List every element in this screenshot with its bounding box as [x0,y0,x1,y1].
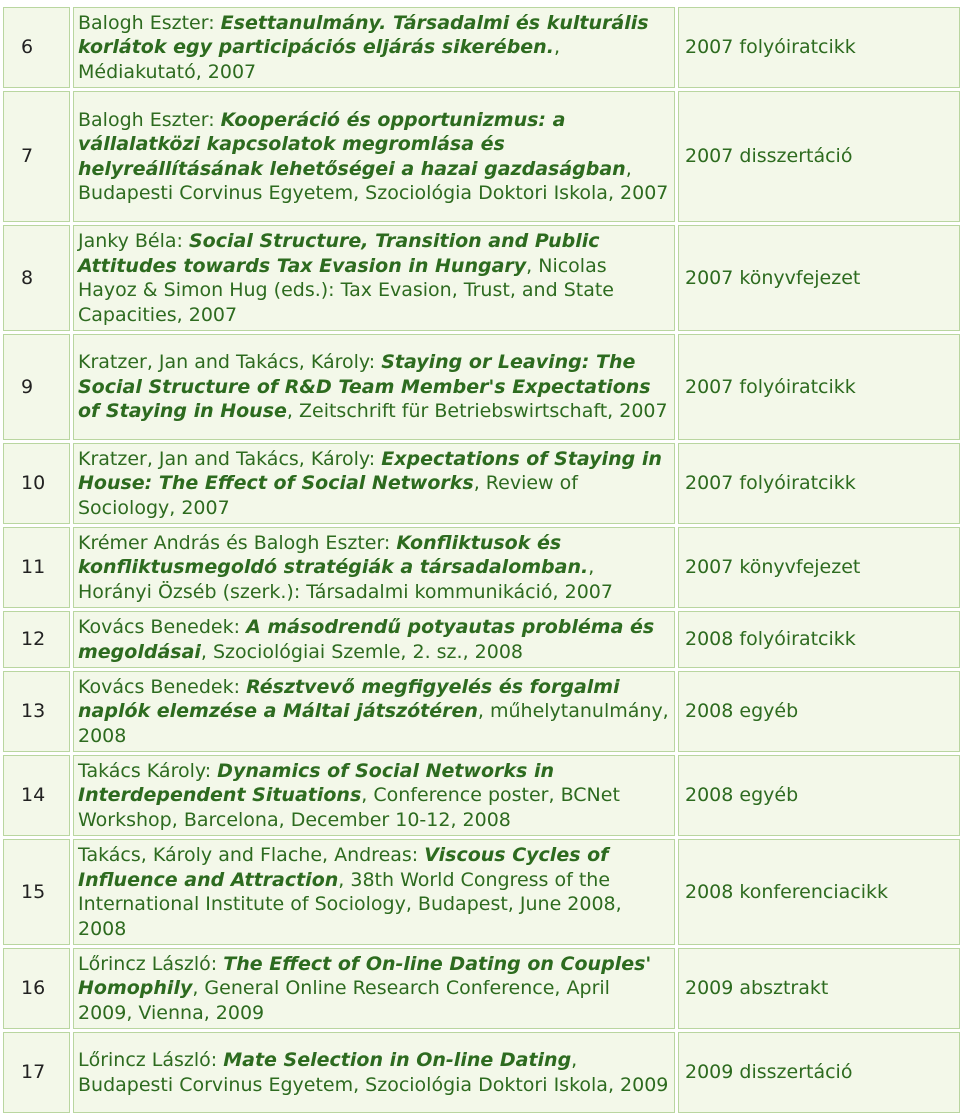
publication-row [3,671,960,752]
row-number: 10 [3,443,70,524]
authors: Lőrincz László: [78,952,224,975]
publication-details: , Horányi Özséb (szerk.): Társadalmi kommunikáció, 2007 [78,556,613,603]
publication-year: 2007 [685,472,734,495]
publication-type: absztrakt [739,977,829,1000]
reference-cell [73,443,675,524]
publication-title: Konfliktusok és konfliktusmegoldó stratégiák a társadalomban. [78,531,589,579]
row-number: 12 [3,611,70,668]
publication-details: , műhelytanulmány, 2008 [78,700,669,747]
publication-row [3,91,960,222]
publication-details: , Médiakutató, 2007 [78,36,560,83]
publication-row [3,611,960,668]
publication-type: konferenciacikk [739,880,889,903]
year-type-cell [678,527,960,608]
reference-cell [73,671,675,752]
year-type-cell [678,334,960,440]
publication-title: A másodrendű potyautas probléma és megoldásai [78,616,655,663]
row-number: 7 [3,91,70,222]
reference-cell [73,225,675,331]
publication-details: , Budapesti Corvinus Egyetem, Szociológia Doktori Iskola, 2007 [78,157,669,204]
publication-title: Staying or Leaving: The Social Structure of R&D Team Member's Expectations of Staying in House [78,351,651,423]
publication-row [3,948,960,1029]
publication-row [3,225,960,331]
reference-cell [73,1032,675,1113]
publication-year: 2007 [685,556,734,579]
reference-cell [73,948,675,1029]
publication-year: 2008 [685,628,734,651]
publication-row [3,334,960,440]
publication-row [3,1032,960,1113]
publication-year: 2008 [685,700,734,723]
publication-year: 2008 [685,784,734,807]
row-number: 16 [3,948,70,1029]
row-number: 15 [3,839,70,945]
publication-type: disszertáció [739,145,853,168]
row-number: 8 [3,225,70,331]
publication-title: Esettanulmány. Társadalmi és kulturális korlátok egy participációs eljárás sikerében. [78,11,649,59]
reference-cell [73,527,675,608]
publication-year: 2007 [685,36,734,59]
publication-type: folyóiratcikk [739,375,856,398]
publication-year: 2007 [685,266,734,289]
publication-title: Dynamics of Social Networks in Interdependent Situations [78,759,555,807]
publication-details: , Zeitschrift für Betriebswirtschaft, 2007 [286,400,668,423]
authors: Balogh Eszter: [78,11,221,34]
year-type-cell [678,225,960,331]
reference-cell [73,91,675,222]
year-type-cell [678,443,960,524]
publication-type: egyéb [739,784,799,807]
publication-year: 2008 [685,880,734,903]
authors: Krémer András és Balogh Eszter: [78,531,397,554]
year-type-cell [678,755,960,836]
publication-details: , Budapesti Corvinus Egyetem, Szociológia Doktori Iskola, 2009 [78,1049,669,1096]
publication-type: folyóiratcikk [739,36,856,59]
publication-type: folyóiratcikk [739,472,856,495]
authors: Janky Béla: [78,230,189,252]
publication-row [3,7,960,88]
authors: Kovács Benedek: [78,675,247,698]
year-type-cell [678,1032,960,1113]
publication-year: 2009 [685,977,734,1000]
year-type-cell [678,7,960,88]
publication-type: egyéb [739,700,799,723]
authors: Kratzer, Jan and Takács, Károly: [78,447,382,470]
publication-row [3,443,960,524]
row-number: 11 [3,527,70,608]
publication-year: 2007 [685,145,734,168]
row-number: 14 [3,755,70,836]
publications-table [0,4,960,1116]
authors: Kovács Benedek: [78,616,247,638]
authors: Balogh Eszter: [78,108,221,131]
publication-details: , 38th World Congress of the International Institute of Sociology, Budapest, June 2008, 2008 [78,868,622,940]
year-type-cell [678,671,960,752]
publication-title: The Effect of On-line Dating on Couples' Homophily [78,952,652,1000]
authors: Takács, Károly and Flache, Andreas: [78,844,425,866]
row-number: 6 [3,7,70,88]
publication-details: , General Online Research Conference, April 2009, Vienna, 2009 [78,977,610,1024]
publications-body [3,7,960,1113]
reference-cell [73,334,675,440]
authors: Lőrincz László: [78,1049,224,1071]
row-number: 13 [3,671,70,752]
publication-title: Kooperáció és opportunizmus: a vállalatközi kapcsolatok megromlása és helyreállításának lehetőségei a hazai gazdaságban [78,108,626,180]
publication-title: Mate Selection in On-line Dating [223,1049,572,1071]
year-type-cell [678,948,960,1029]
publication-type: disszertáció [739,1061,853,1084]
publication-details: , Szociológiai Szemle, 2. sz., 2008 [200,640,524,663]
publication-year: 2009 [685,1061,734,1084]
authors: Takács Károly: [78,759,218,782]
publication-details: , Review of Sociology, 2007 [78,472,578,519]
row-number: 9 [3,334,70,440]
reference-cell [73,839,675,945]
publication-title: Social Structure, Transition and Public Attitudes towards Tax Evasion in Hungary [78,230,600,277]
reference-cell [73,7,675,88]
publication-type: folyóiratcikk [739,628,856,651]
publication-details: , Conference poster, BCNet Workshop, Barcelona, December 10-12, 2008 [78,784,620,831]
publication-year: 2007 [685,375,734,398]
reference-cell [73,755,675,836]
publication-type: könyvfejezet [739,266,861,289]
reference-cell [73,611,675,668]
year-type-cell [678,91,960,222]
year-type-cell [678,611,960,668]
publication-row [3,527,960,608]
publication-row [3,839,960,945]
year-type-cell [678,839,960,945]
row-number: 17 [3,1032,70,1113]
publication-title: Expectations of Staying in House: The Effect of Social Networks [78,447,662,495]
publication-title: Viscous Cycles of Influence and Attraction [78,844,609,891]
publication-title: Résztvevő megfigyelés és forgalmi naplók elemzése a Máltai játszótéren [78,675,620,723]
authors: Kratzer, Jan and Takács, Károly: [78,351,382,374]
publication-row [3,755,960,836]
publication-type: könyvfejezet [739,556,861,579]
publication-details: , Nicolas Hayoz & Simon Hug (eds.): Tax Evasion, Trust, and State Capacities, 2007 [78,254,614,326]
